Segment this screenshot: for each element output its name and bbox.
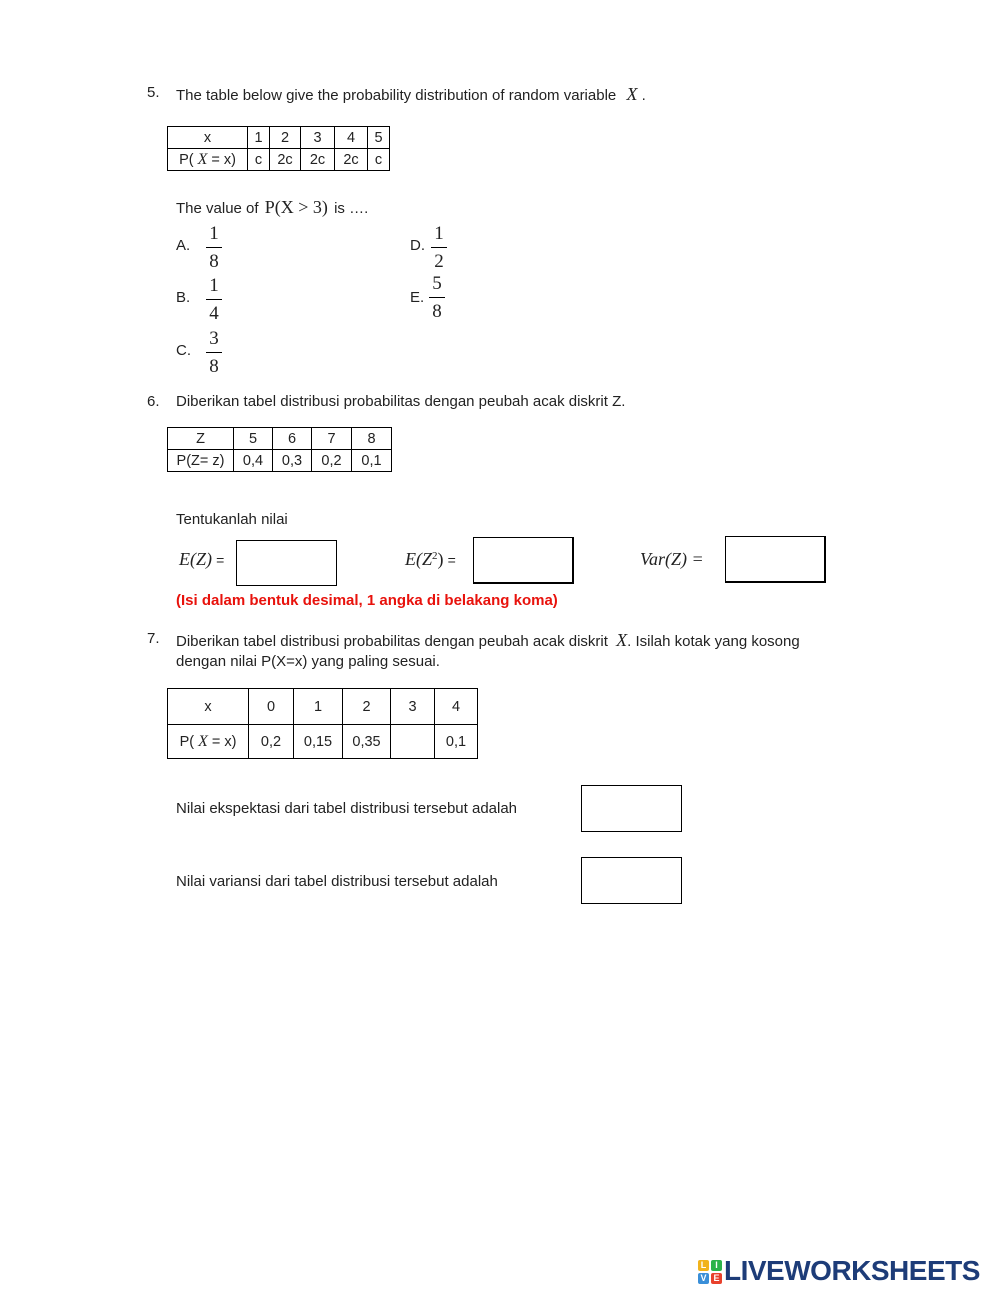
q7-table-header-row <box>168 689 478 725</box>
q5-option-c-label[interactable]: C. <box>176 342 191 359</box>
q5-table-prob: 2c <box>301 149 335 171</box>
q5-option-a-fraction[interactable] <box>206 224 222 272</box>
q5-option-e-label[interactable]: E. <box>410 289 425 306</box>
logo-letter-v: V <box>698 1273 709 1284</box>
q7-prob-suffix: = x) <box>211 733 237 750</box>
q5-table <box>167 126 390 171</box>
q7-prob-var: X <box>198 732 208 750</box>
q5-number: 5. <box>147 84 160 101</box>
live-blocks-icon <box>698 1260 722 1284</box>
q5-table-prob: c <box>368 149 390 171</box>
brand-text: LIVEWORKSHEETS <box>724 1255 980 1286</box>
q5-option-d-label[interactable]: D. <box>410 237 425 254</box>
q6-table-header-label: Z <box>168 428 234 450</box>
fraction-numerator: 5 <box>432 273 442 294</box>
q7-missing-prob-cell[interactable] <box>391 725 435 759</box>
q7-table-prob-row <box>168 725 478 759</box>
expectation-answer-box[interactable] <box>581 785 682 832</box>
q5-table-prob: 2c <box>270 149 301 171</box>
q7-text-line2: dengan nilai P(X=x) yang paling sesuai. <box>176 653 440 670</box>
q7-table-prob: 0,15 <box>294 725 343 759</box>
q5-table-header-label: x <box>168 127 248 149</box>
q6-table-prob: 0,3 <box>273 450 312 472</box>
q5-option-e-fraction[interactable] <box>429 274 445 322</box>
q5-question <box>176 197 368 218</box>
fraction-denominator: 2 <box>434 251 444 272</box>
q6-ez2-label <box>405 549 456 570</box>
fraction-denominator: 8 <box>432 301 442 322</box>
q7-table-value: 3 <box>391 689 435 725</box>
q5-table-value: 3 <box>301 127 335 149</box>
q7-table-value: 4 <box>435 689 478 725</box>
fraction-numerator: 1 <box>209 223 219 244</box>
q7-var: X <box>616 630 628 650</box>
q6-instruction: Tentukanlah nilai <box>176 511 288 528</box>
q7-table-header-label: x <box>168 689 249 725</box>
q6-ez-label <box>179 549 224 570</box>
q6-table-prob: 0,1 <box>352 450 392 472</box>
q5-table-value: 1 <box>248 127 270 149</box>
fraction-numerator: 1 <box>434 223 444 244</box>
q7-text-a: Diberikan tabel distribusi probabilitas dengan peubah acak diskrit <box>176 633 608 650</box>
fraction-denominator: 8 <box>209 251 219 272</box>
q5-table-prob-row <box>168 149 390 171</box>
q5-option-b-fraction[interactable] <box>206 276 222 324</box>
q7-table-prob-label <box>168 725 249 759</box>
q6-table-prob-label: P(Z= z) <box>168 450 234 472</box>
q5-text-body: The table below give the probability distribution of random variable <box>176 87 617 104</box>
q7-text-b: . Isilah kotak yang kosong <box>627 633 800 650</box>
q5-prob-prefix: P( <box>179 151 194 168</box>
q6-table-prob: 0,4 <box>234 450 273 472</box>
fraction-numerator: 3 <box>209 328 219 349</box>
q6-table-value: 6 <box>273 428 312 450</box>
q5-table-value: 5 <box>368 127 390 149</box>
q6-table-prob: 0,2 <box>312 450 352 472</box>
fraction-numerator: 1 <box>209 275 219 296</box>
q7-table <box>167 688 478 759</box>
q7-number: 7. <box>147 630 160 647</box>
q6-table-value: 7 <box>312 428 352 450</box>
q7-table-value: 0 <box>249 689 294 725</box>
ez2-sup: 2 <box>432 550 438 562</box>
q7-table-prob: 0,35 <box>343 725 391 759</box>
ez2-answer-box[interactable] <box>473 537 574 584</box>
ez-answer-box[interactable] <box>236 540 337 586</box>
q5-question-suffix: is …. <box>334 200 369 217</box>
q6-table-value: 5 <box>234 428 273 450</box>
ez-expr: E(Z) <box>179 549 212 569</box>
q7-expectation-text: Nilai ekspektasi dari tabel distribusi tersebut adalah <box>176 800 518 817</box>
q5-table-prob: c <box>248 149 270 171</box>
q5-period: . <box>641 87 646 104</box>
var-answer-box[interactable] <box>725 536 826 583</box>
q5-table-prob: 2c <box>335 149 368 171</box>
q5-var: X <box>626 84 638 104</box>
q7-table-prob: 0,2 <box>249 725 294 759</box>
q5-question-prefix: The value of <box>176 200 259 217</box>
q5-option-c-fraction[interactable] <box>206 329 222 377</box>
q7-variance-text: Nilai variansi dari tabel distribusi tersebut adalah <box>176 873 498 890</box>
q7-table-value: 1 <box>294 689 343 725</box>
q5-question-expr: P(X > 3) <box>264 197 328 217</box>
logo-letter-l: L <box>698 1260 709 1271</box>
q5-table-prob-label <box>168 149 248 171</box>
logo-letter-i: I <box>711 1260 722 1271</box>
ez2-expr-a: E(Z <box>405 549 432 569</box>
q7-prob-prefix: P( <box>179 733 195 750</box>
fraction-denominator: 8 <box>209 356 219 377</box>
equals-sign: = <box>216 552 225 568</box>
q7-table-prob: 0,1 <box>435 725 478 759</box>
q5-prob-suffix: = x) <box>211 151 236 168</box>
variance-answer-box[interactable] <box>581 857 682 904</box>
logo-letter-e: E <box>711 1273 722 1284</box>
q5-prob-var: X <box>197 150 208 168</box>
q5-text <box>176 84 646 105</box>
q6-table-prob-row <box>168 450 392 472</box>
q5-table-header-row <box>168 127 390 149</box>
q5-table-value: 2 <box>270 127 301 149</box>
q5-option-a-label[interactable]: A. <box>176 237 191 254</box>
q6-table <box>167 427 392 472</box>
q5-option-d-fraction[interactable] <box>431 224 447 272</box>
q6-note: (Isi dalam bentuk desimal, 1 angka di belakang koma) <box>176 592 558 609</box>
q5-option-b-label[interactable]: B. <box>176 289 191 306</box>
var-label: Var(Z) = <box>640 549 704 569</box>
ez2-expr-b: ) <box>437 549 444 569</box>
fraction-denominator: 4 <box>209 303 219 324</box>
equals-sign: = <box>447 552 456 568</box>
q6-number: 6. <box>147 393 160 410</box>
q7-text <box>176 630 800 651</box>
q6-table-header-row <box>168 428 392 450</box>
q5-table-value: 4 <box>335 127 368 149</box>
q6-table-value: 8 <box>352 428 392 450</box>
q6-text: Diberikan tabel distribusi probabilitas dengan peubah acak diskrit Z. <box>176 393 626 410</box>
q7-table-value: 2 <box>343 689 391 725</box>
